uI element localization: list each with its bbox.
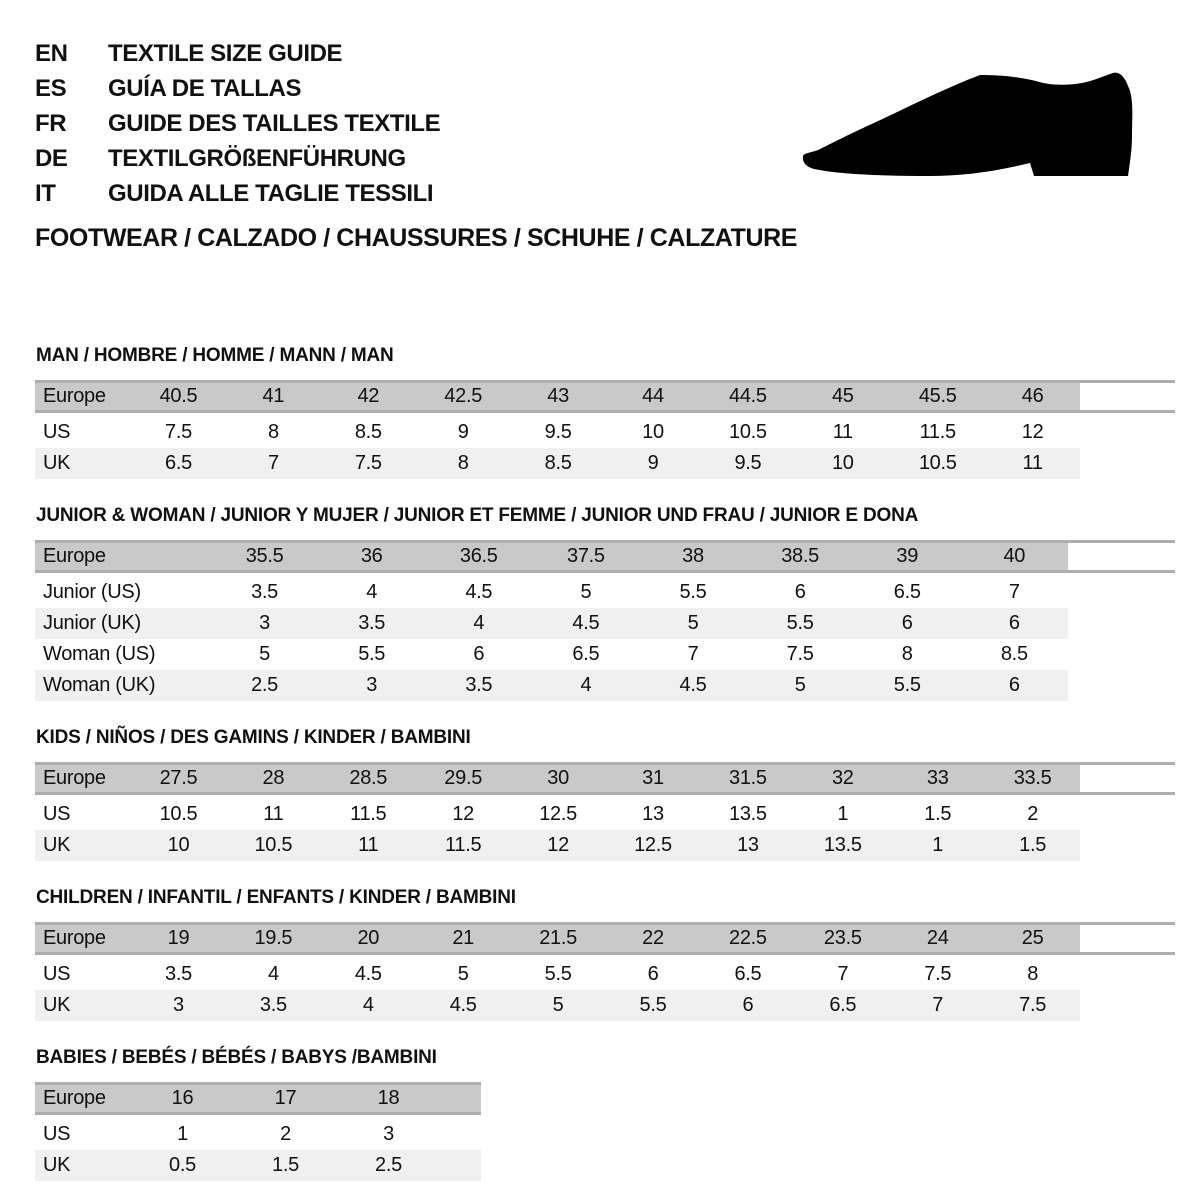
size-cell: 42 — [357, 385, 380, 407]
filler-cell — [440, 1084, 481, 1114]
table-row — [35, 448, 1175, 479]
table-row — [35, 639, 1175, 670]
size-cell: 6.5 — [165, 452, 192, 474]
table-row — [35, 1084, 481, 1114]
row-label: UK — [43, 1154, 71, 1176]
size-cell: 5.5 — [679, 581, 707, 603]
size-cell: 13 — [737, 834, 759, 856]
row-label: Europe — [43, 767, 106, 789]
size-cell: 18 — [377, 1087, 400, 1109]
size-cell: 11.5 — [919, 421, 956, 443]
size-cell: 10 — [642, 421, 664, 443]
table-row — [35, 670, 1175, 701]
size-cell: 46 — [1021, 385, 1044, 407]
size-cell: 4.5 — [465, 581, 493, 603]
size-cell: 5.5 — [893, 674, 921, 696]
size-cell: 9 — [647, 452, 659, 474]
size-cell: 16 — [171, 1087, 194, 1109]
size-cell: 21.5 — [539, 927, 577, 949]
size-cell: 10.5 — [918, 452, 957, 474]
row-label: Junior (UK) — [43, 612, 141, 634]
row-label: UK — [43, 994, 71, 1016]
size-cell: 5 — [687, 612, 699, 634]
size-cell: 43 — [547, 385, 569, 407]
size-cell: 0.5 — [169, 1154, 196, 1176]
section-title: KIDS / NIÑOS / DES GAMINS / KINDER / BAMBINI — [36, 727, 471, 748]
size-cell: 36.5 — [459, 545, 498, 567]
size-cell: 1.5 — [924, 803, 952, 825]
size-cell: 33 — [926, 767, 949, 789]
size-cell: 10 — [167, 834, 190, 856]
size-cell: 3.5 — [259, 994, 287, 1016]
row-label: Woman (US) — [43, 643, 156, 665]
size-cell: 11 — [263, 803, 284, 825]
size-cell: 1 — [837, 803, 849, 825]
size-cell: 31.5 — [729, 767, 767, 789]
size-cell: 11.5 — [445, 834, 482, 856]
size-cell: 19.5 — [254, 927, 293, 949]
size-cell: 7.5 — [924, 963, 952, 985]
row-label: US — [43, 421, 71, 443]
size-cell: 5 — [457, 963, 469, 985]
row-label: Europe — [43, 1087, 106, 1109]
size-cell: 12 — [1021, 421, 1044, 443]
size-cell: 6.5 — [572, 643, 600, 665]
size-cell: 10.5 — [254, 834, 293, 856]
size-cell: 11.5 — [350, 803, 387, 825]
size-cell: 45 — [831, 385, 854, 407]
category-heading: FOOTWEAR / CALZADO / CHAUSSURES / SCHUHE / CALZATURE — [35, 224, 798, 252]
size-cell: 7 — [267, 452, 279, 474]
size-cell: 25 — [1021, 927, 1044, 949]
size-cell: 32 — [831, 767, 854, 789]
size-cell: 13.5 — [729, 803, 767, 825]
language-title: GUIDE DES TAILLES TEXTILE — [108, 109, 441, 137]
table-row — [35, 830, 1175, 861]
table-row — [35, 959, 1175, 990]
size-cell: 40.5 — [159, 385, 198, 407]
size-cell: 1.5 — [1019, 834, 1047, 856]
size-cell: 6 — [901, 612, 913, 634]
table-row — [35, 417, 1175, 448]
size-cell: 17 — [274, 1087, 297, 1109]
language-code: ES — [35, 74, 67, 102]
size-cell: 12 — [547, 834, 569, 856]
size-cell: 4 — [362, 994, 374, 1016]
size-cell: 13.5 — [823, 834, 862, 856]
size-cell: 37.5 — [567, 545, 605, 567]
size-cell: 44.5 — [729, 385, 767, 407]
size-cell: 21 — [452, 927, 474, 949]
size-cell: 3.5 — [165, 963, 192, 985]
size-cell: 6 — [647, 963, 659, 985]
size-table — [35, 922, 1175, 1021]
size-cell: 4 — [267, 963, 279, 985]
size-cell: 8.5 — [544, 452, 572, 474]
filler-cell — [440, 1119, 481, 1150]
size-cell: 19 — [167, 927, 190, 949]
size-cell: 4.5 — [354, 963, 382, 985]
row-label: Europe — [43, 927, 106, 949]
row-label: UK — [43, 452, 71, 474]
size-cell: 3.5 — [251, 581, 278, 603]
size-cell: 5 — [794, 674, 806, 696]
size-cell: 11 — [1022, 452, 1043, 474]
row-label: Europe — [43, 545, 106, 567]
size-section-junior-woman — [35, 505, 1170, 701]
size-cell: 1 — [177, 1123, 188, 1145]
size-cell: 38.5 — [781, 545, 819, 567]
size-cell: 12 — [452, 803, 474, 825]
size-table — [35, 1082, 481, 1181]
size-cell: 28 — [262, 767, 285, 789]
size-cell: 5.5 — [358, 643, 386, 665]
size-cell: 8.5 — [1000, 643, 1028, 665]
size-cell: 8 — [901, 643, 913, 665]
size-section-babies — [35, 1047, 1170, 1181]
table-row — [35, 608, 1175, 639]
size-cell: 6.5 — [829, 994, 857, 1016]
size-section-kids — [35, 727, 1170, 861]
size-cell: 6 — [1008, 612, 1020, 634]
size-cell: 22 — [642, 927, 664, 949]
section-title: JUNIOR & WOMAN / JUNIOR Y MUJER / JUNIOR ET FEMME / JUNIOR UND FRAU / JUNIOR E DONA — [36, 505, 919, 526]
table-row — [35, 542, 1175, 572]
section-title: MAN / HOMBRE / HOMME / MANN / MAN — [36, 345, 394, 366]
language-title: TEXTILGRÖßENFÜHRUNG — [108, 144, 406, 172]
language-code: DE — [35, 144, 68, 172]
size-cell: 31 — [642, 767, 664, 789]
size-cell: 29.5 — [444, 767, 483, 789]
size-cell: 4 — [473, 612, 485, 634]
size-cell: 27.5 — [159, 767, 198, 789]
language-title: TEXTILE SIZE GUIDE — [108, 39, 343, 67]
size-cell: 4 — [580, 674, 592, 696]
size-cell: 12.5 — [634, 834, 672, 856]
row-label: US — [43, 803, 71, 825]
section-title: CHILDREN / INFANTIL / ENFANTS / KINDER / BAMBINI — [36, 887, 516, 908]
size-cell: 2 — [280, 1123, 291, 1145]
size-cell: 45.5 — [918, 385, 957, 407]
language-code: IT — [35, 179, 56, 207]
size-cell: 22.5 — [729, 927, 767, 949]
size-tables — [35, 345, 1170, 1181]
size-cell: 8 — [267, 421, 279, 443]
size-cell: 8 — [457, 452, 469, 474]
size-cell: 13 — [642, 803, 664, 825]
size-cell: 5.5 — [639, 994, 667, 1016]
size-section-man — [35, 345, 1170, 479]
size-cell: 8 — [1027, 963, 1039, 985]
size-cell: 6 — [473, 643, 485, 665]
size-cell: 12.5 — [539, 803, 577, 825]
size-cell: 6 — [1008, 674, 1020, 696]
size-cell: 7 — [837, 963, 849, 985]
table-row — [35, 924, 1175, 954]
size-cell: 1 — [932, 834, 944, 856]
row-label: Junior (US) — [43, 581, 141, 603]
size-cell: 4.5 — [449, 994, 477, 1016]
size-cell: 20 — [357, 927, 380, 949]
language-title: GUÍA DE TALLAS — [108, 74, 302, 102]
size-cell: 11 — [358, 834, 379, 856]
row-label: US — [43, 1123, 71, 1145]
size-cell: 10 — [831, 452, 854, 474]
size-cell: 7 — [1008, 581, 1020, 603]
shoe-icon — [798, 64, 1140, 184]
size-cell: 7.5 — [1019, 994, 1047, 1016]
row-label: UK — [43, 834, 71, 856]
size-cell: 3.5 — [465, 674, 493, 696]
size-cell: 33.5 — [1013, 767, 1052, 789]
size-cell: 5 — [580, 581, 592, 603]
size-cell: 38 — [682, 545, 704, 567]
size-cell: 30 — [547, 767, 569, 789]
language-code: FR — [35, 109, 67, 137]
size-cell: 5.5 — [544, 963, 572, 985]
size-cell: 9 — [457, 421, 469, 443]
size-cell: 2.5 — [375, 1154, 402, 1176]
size-cell: 3.5 — [358, 612, 386, 634]
size-cell: 3 — [259, 612, 270, 634]
table-row — [35, 577, 1175, 608]
size-table — [35, 540, 1175, 701]
size-cell: 5.5 — [786, 612, 814, 634]
size-cell: 6.5 — [893, 581, 921, 603]
size-cell: 9.5 — [544, 421, 572, 443]
row-label: US — [43, 963, 71, 985]
size-section-children — [35, 887, 1170, 1021]
size-cell: 7.5 — [354, 452, 382, 474]
size-cell: 6.5 — [734, 963, 762, 985]
size-cell: 7 — [932, 994, 944, 1016]
language-code: EN — [35, 39, 68, 67]
size-cell: 42.5 — [444, 385, 483, 407]
table-row — [35, 799, 1175, 830]
size-cell: 23.5 — [823, 927, 862, 949]
size-cell: 10.5 — [729, 421, 767, 443]
filler-cell — [440, 1150, 481, 1181]
size-cell: 3 — [383, 1123, 394, 1145]
size-cell: 11 — [832, 421, 853, 443]
size-cell: 7 — [687, 643, 699, 665]
size-cell: 3 — [366, 674, 378, 696]
table-row — [35, 990, 1175, 1021]
row-label: Europe — [43, 385, 106, 407]
size-cell: 7.5 — [165, 421, 192, 443]
size-cell: 39 — [896, 545, 919, 567]
size-cell: 2.5 — [251, 674, 278, 696]
size-cell: 35.5 — [245, 545, 284, 567]
size-cell: 2 — [1027, 803, 1039, 825]
size-cell: 7.5 — [786, 643, 814, 665]
size-cell: 40 — [1003, 545, 1026, 567]
language-title: GUIDA ALLE TAGLIE TESSILI — [108, 179, 434, 207]
size-cell: 41 — [262, 385, 285, 407]
size-cell: 9.5 — [734, 452, 762, 474]
size-cell: 4 — [366, 581, 378, 603]
size-cell: 1.5 — [272, 1154, 299, 1176]
size-cell: 10.5 — [159, 803, 198, 825]
size-cell: 36 — [360, 545, 383, 567]
size-table — [35, 762, 1175, 861]
size-cell: 5 — [259, 643, 270, 665]
size-cell: 5 — [552, 994, 564, 1016]
size-cell: 4.5 — [679, 674, 707, 696]
size-cell: 3 — [173, 994, 184, 1016]
row-label: Woman (UK) — [43, 674, 156, 696]
size-cell: 4.5 — [572, 612, 600, 634]
table-row — [35, 1150, 481, 1181]
table-row — [35, 764, 1175, 794]
size-cell: 44 — [642, 385, 664, 407]
size-cell: 8.5 — [354, 421, 382, 443]
size-cell: 6 — [794, 581, 806, 603]
section-title: BABIES / BEBÉS / BÉBÉS / BABYS /BAMBINI — [36, 1047, 437, 1068]
size-cell: 24 — [926, 927, 949, 949]
size-table — [35, 380, 1175, 479]
size-cell: 6 — [742, 994, 754, 1016]
table-row — [35, 382, 1175, 412]
size-cell: 28.5 — [349, 767, 388, 789]
table-row — [35, 1119, 481, 1150]
